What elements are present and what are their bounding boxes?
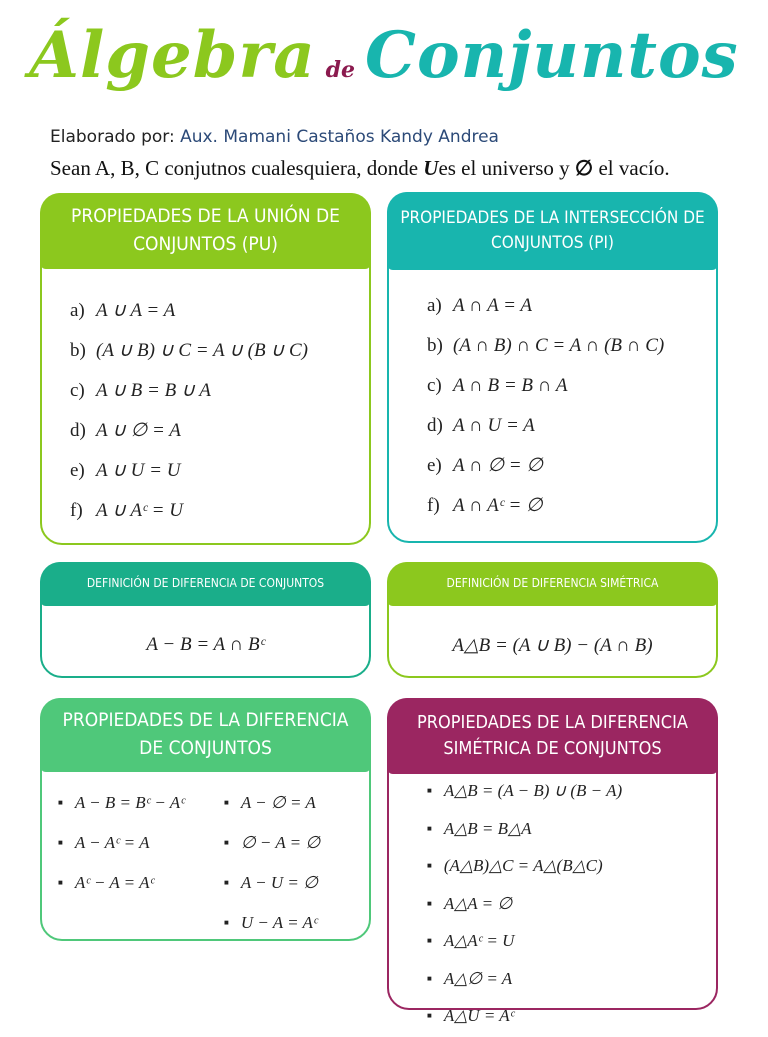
list-item: c) A ∩ B = B ∩ A bbox=[427, 375, 568, 396]
author-label: Elaborado por: bbox=[50, 127, 175, 147]
author-name: Aux. Mamani Castaños Kandy Andrea bbox=[180, 127, 499, 147]
list-item: ■ U − A = Aᶜ bbox=[224, 904, 320, 944]
difference-definition-card bbox=[40, 562, 371, 678]
list-item: ■ A − U = ∅ bbox=[224, 864, 320, 904]
list-item: a) A ∪ A = A bbox=[70, 300, 176, 321]
list-item: ■ A − Aᶜ = A bbox=[58, 824, 185, 864]
list-item: f) A ∩ Aᶜ = ∅ bbox=[427, 495, 543, 516]
symdiff-properties-card bbox=[387, 698, 718, 1025]
list-item: b) (A ∪ B) ∪ C = A ∪ (B ∪ C) bbox=[70, 340, 308, 361]
list-item: ■ A − ∅ = A bbox=[224, 784, 320, 824]
author-line bbox=[50, 127, 499, 147]
list-item: ■ A△B = B△A bbox=[427, 812, 622, 850]
union-list bbox=[70, 291, 308, 531]
difference-properties-header: PROPIEDADES DE LA DIFERENCIA DE CONJUNTOS bbox=[40, 698, 371, 772]
intro-text bbox=[50, 156, 670, 181]
list-item: b) (A ∩ B) ∩ C = A ∩ (B ∩ C) bbox=[427, 335, 665, 356]
difference-properties-col2 bbox=[224, 784, 320, 944]
page-title bbox=[0, 18, 768, 93]
symdiff-definition-card bbox=[387, 562, 718, 678]
list-item: e) A ∩ ∅ = ∅ bbox=[427, 455, 543, 476]
symdiff-definition-formula: A△B = (A ∪ B) − (A ∩ B) bbox=[452, 635, 653, 656]
title-de: de bbox=[325, 57, 356, 83]
list-item: f) A ∪ Aᶜ = U bbox=[70, 500, 183, 521]
union-card bbox=[40, 193, 371, 545]
list-item: ■ (A△B)△C = A△(B△C) bbox=[427, 849, 622, 887]
symdiff-properties-list bbox=[427, 774, 622, 1037]
list-item: ■ A△A = ∅ bbox=[427, 887, 622, 925]
list-item: ■ A△B = (A − B) ∪ (B − A) bbox=[427, 774, 622, 812]
list-item: d) A ∪ ∅ = A bbox=[70, 420, 181, 441]
list-item: ■ A − B = Bᶜ − Aᶜ bbox=[58, 784, 185, 824]
list-item: a) A ∩ A = A bbox=[427, 295, 532, 316]
intro-post: el vacío. bbox=[598, 156, 670, 180]
list-item: c) A ∪ B = B ∪ A bbox=[70, 380, 211, 401]
title-conjuntos: Conjuntos bbox=[365, 18, 739, 93]
intro-mid: es el universo y bbox=[438, 156, 570, 180]
difference-properties-col1 bbox=[58, 784, 185, 904]
intro-empty: ∅ bbox=[574, 156, 594, 180]
difference-definition-formula: A − B = A ∩ Bᶜ bbox=[146, 634, 265, 655]
difference-definition-header: DEFINICIÓN DE DIFERENCIA DE CONJUNTOS bbox=[40, 562, 371, 606]
symdiff-properties-header: PROPIEDADES DE LA DIFERENCIA SIMÉTRICA DE CONJUNTOS bbox=[387, 698, 718, 774]
symdiff-definition-header: DEFINICIÓN DE DIFERENCIA SIMÉTRICA bbox=[387, 562, 718, 606]
difference-properties-card bbox=[40, 698, 371, 941]
intro-universe: U bbox=[423, 156, 439, 180]
intersection-header: PROPIEDADES DE LA INTERSECCIÓN DE CONJUNTOS (PI) bbox=[387, 192, 718, 270]
title-algebra: Álgebra bbox=[29, 18, 316, 93]
list-item: ■ A△Aᶜ = U bbox=[427, 924, 622, 962]
list-item: ■ A△U = Aᶜ bbox=[427, 999, 622, 1037]
list-item: d) A ∩ U = A bbox=[427, 415, 535, 436]
union-header: PROPIEDADES DE LA UNIÓN DE CONJUNTOS (PU) bbox=[40, 193, 371, 269]
list-item: ■ ∅ − A = ∅ bbox=[224, 824, 320, 864]
list-item: e) A ∪ U = U bbox=[70, 460, 181, 481]
intro-pre: Sean A, B, C conjutnos cualesquiera, donde bbox=[50, 156, 419, 180]
intersection-card bbox=[387, 192, 718, 543]
intersection-list bbox=[427, 286, 664, 526]
list-item: ■ Aᶜ − A = Aᶜ bbox=[58, 864, 185, 904]
list-item: ■ A△∅ = A bbox=[427, 962, 622, 1000]
